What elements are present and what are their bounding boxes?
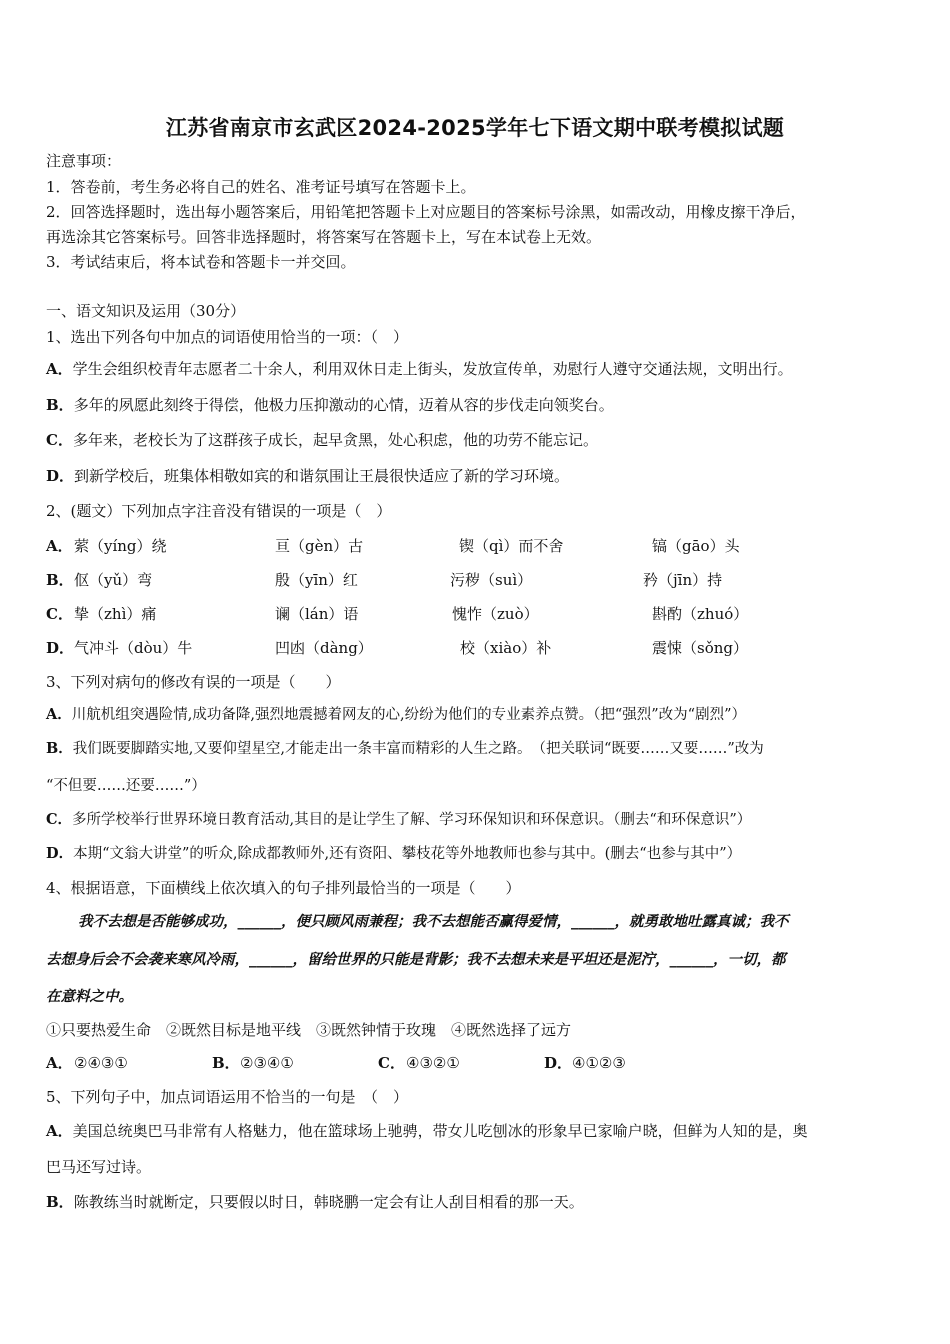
option-text: ④③②① [406, 1054, 460, 1072]
option-label: A． [46, 706, 72, 723]
option-label: D． [46, 467, 75, 485]
notice-item: 2．回答选择题时，选出每小题答案后，用铅笔把答题卡上对应题目的答案标号涂黑，如需改动，用橡皮擦干净后， [46, 203, 806, 221]
option-label: C． [378, 1054, 405, 1072]
question-4-stem: 4、根据语意，下面横线上依次填入的句子排列最恰当的一项是（ ） [46, 879, 521, 897]
option-text: 学生会组织校青年志愿者二十余人，利用双休日走上街头，发放宣传单，劝慰行人遵守交通法规，文明出行。 [72, 360, 793, 378]
pinyin-cell: 萦（yíng）绕 [74, 537, 167, 555]
pinyin-cell: 校（xiào）补 [460, 639, 552, 657]
option-label: D． [46, 845, 74, 862]
question-3-option-d [46, 844, 741, 864]
option-text: 美国总统奥巴马非常有人格魅力，他在篮球场上驰骋，带女儿吃刨冰的形象早已家喻户晓，但鲜为人知的是，奥 [72, 1122, 808, 1140]
option-label: C． [46, 605, 73, 623]
option-text: 陈教练当时就断定，只要假以时日，韩晓鹏一定会有让人刮目相看的那一天。 [73, 1193, 584, 1211]
question-1-option-d [46, 466, 569, 486]
option-label: A． [46, 360, 73, 378]
question-3-option-a [46, 705, 746, 725]
question-5-option-a [46, 1121, 808, 1141]
pinyin-cell: 凹凼（dàng） [275, 639, 373, 657]
question-3-option-b-cont: “不但要……还要……”） [46, 778, 206, 794]
pinyin-cell: 震悚（sǒng） [652, 639, 748, 657]
page-title: 江苏省南京市玄武区2024-2025学年七下语文期中联考模拟试题 [165, 116, 785, 140]
pinyin-cell: 污秽（suì） [450, 571, 533, 589]
option-label: D． [46, 639, 75, 657]
pinyin-cell: 镐（gāo）头 [652, 537, 740, 555]
pinyin-cell: 愧怍（zuò） [452, 605, 539, 623]
passage-line: 我不去想是否能够成功，______，便只顾风雨兼程；我不去想能否赢得爱情，______，就勇敢地吐露真诚；我不 [78, 913, 789, 930]
question-5-option-b [46, 1192, 584, 1212]
question-3-stem: 3、下列对病句的修改有误的一项是（ ） [46, 673, 341, 691]
question-2-stem: 2、(题文）下列加点字注音没有错误的一项是（ ） [46, 502, 392, 520]
option-text: ②③④① [240, 1054, 294, 1072]
pinyin-cell: 气冲斗（dòu）牛 [74, 639, 193, 657]
passage-line: 在意料之中。 [46, 988, 133, 1005]
option-label: B． [212, 1054, 240, 1072]
pinyin-cell: 矜（jīn）持 [643, 571, 723, 589]
option-text: 川航机组突遇险情,成功备降,强烈地震撼着网友的心,纷纷为他们的专业素养点赞。（把“强烈”改为“剧烈”） [71, 707, 746, 723]
option-label: A． [46, 1054, 73, 1072]
pinyin-cell: 谰（lán）语 [275, 605, 359, 623]
option-text: 多年来，老校长为了这群孩子成长，起早贪黑，处心积虑，他的功劳不能忘记。 [72, 431, 598, 449]
pinyin-cell: 斟酌（zhuó） [652, 605, 749, 623]
question-3-option-c [46, 810, 751, 830]
option-label: B． [46, 740, 73, 757]
question-1-option-a [46, 359, 793, 379]
question-5-stem: 5、下列句子中，加点词语运用不恰当的一句是 （ ） [46, 1088, 409, 1106]
pinyin-cell: 亘（gèn）古 [275, 537, 364, 555]
option-label: D． [544, 1054, 573, 1072]
option-text: 我们既要脚踏实地,又要仰望星空,才能走出一条丰富而精彩的人生之路。 （把关联词“既要……又要……”改为 [72, 741, 764, 757]
pinyin-cell: 挚（zhì）痛 [74, 605, 157, 623]
pinyin-cell: 锲（qì）而不舍 [459, 537, 564, 555]
question-1-option-c [46, 430, 598, 450]
passage-line: 去想身后会不会袭来寒风冷雨，______，留给世界的只能是背影；我不去想未来是平坦还是泥泞，______，一切，都 [46, 951, 786, 968]
option-label: B． [46, 1193, 74, 1211]
option-label: B． [46, 571, 74, 589]
question-5-option-a-cont: 巴马还写过诗。 [46, 1158, 152, 1176]
option-text: 本期“文翁大讲堂”的听众,除成都教师外,还有资阳、攀枝花等外地教师也参与其中。(删去“也参与其中”） [73, 846, 742, 862]
question-1-stem: 1、选出下列各句中加点的词语使用恰当的一项：（ ） [46, 328, 409, 346]
question-4-choices: ①只要热爱生命 ②既然目标是地平线 ③既然钟情于玫瑰 ④既然选择了远方 [46, 1021, 572, 1039]
question-1-option-b [46, 395, 614, 415]
option-text: 多所学校举行世界环境日教育活动,其目的是让学生了解、学习环保知识和环保意识。（删去“和环保意识”） [72, 812, 752, 828]
notice-item: 再选涂其它答案标号。回答非选择题时，将答案写在答题卡上，写在本试卷上无效。 [46, 228, 602, 246]
option-text: 到新学校后，班集体相敬如宾的和谐氛围让王晨很快适应了新的学习环境。 [74, 467, 570, 485]
notice-item: 3．考试结束后，将本试卷和答题卡一并交回。 [46, 253, 356, 271]
option-label: C． [46, 431, 73, 449]
pinyin-cell: 殷（yīn）红 [275, 571, 358, 589]
option-label: B． [46, 396, 74, 414]
section-heading: 一、语文知识及运用（30分） [46, 302, 246, 320]
option-text: ④①②③ [572, 1054, 626, 1072]
pinyin-cell: 伛（yǔ）弯 [74, 571, 153, 589]
option-label: C． [46, 811, 73, 828]
option-label: A． [46, 1122, 73, 1140]
question-3-option-b [46, 739, 764, 759]
notice-heading: 注意事项： [46, 152, 122, 170]
notice-item: 1．答卷前，考生务必将自己的姓名、准考证号填写在答题卡上。 [46, 178, 476, 196]
option-text: 多年的夙愿此刻终于得偿，他极力压抑激动的心情，迈着从容的步伐走向领奖台。 [73, 396, 614, 414]
option-text: ②④③① [74, 1054, 128, 1072]
option-label: A． [46, 537, 73, 555]
